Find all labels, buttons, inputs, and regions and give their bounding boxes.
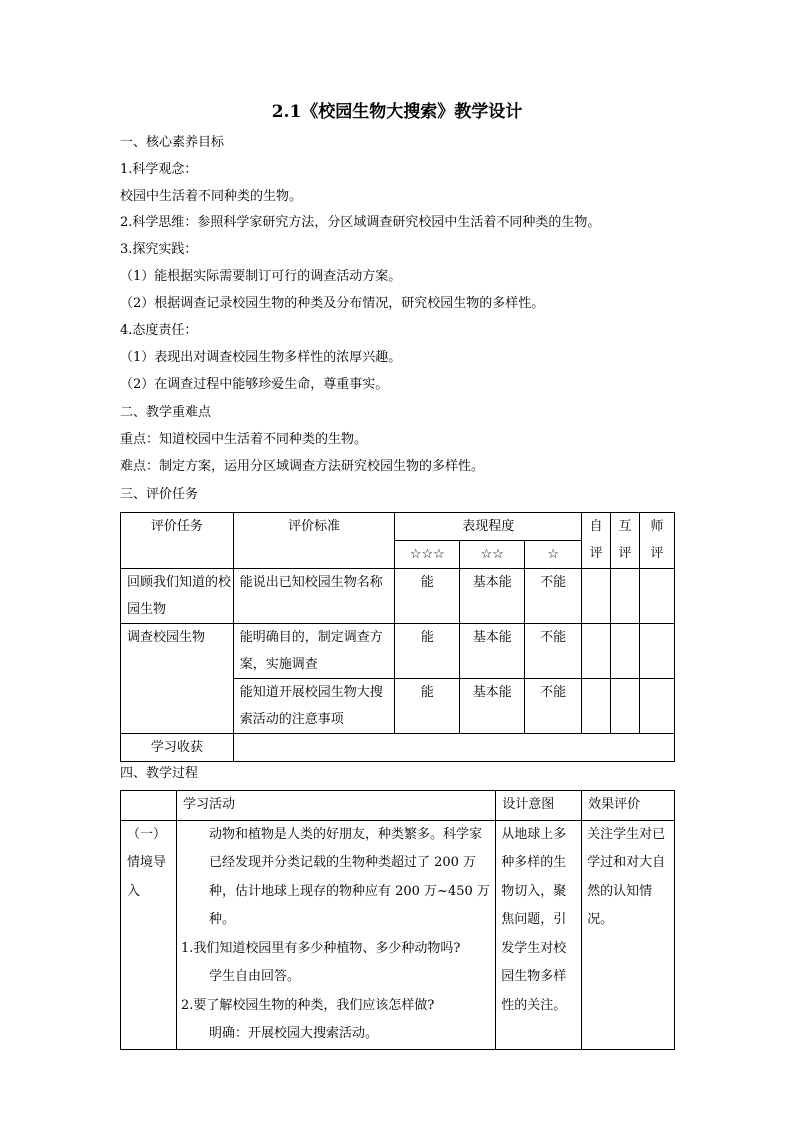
row1-can: 能: [395, 569, 460, 624]
section-heading-objectives: 一、核心素养目标: [120, 135, 225, 150]
row1-basic: 基本能: [460, 569, 525, 624]
row3-teacher: [640, 679, 675, 734]
stars-1: ☆: [525, 541, 582, 569]
table-header-row: [121, 791, 675, 821]
section-heading-process: 四、教学过程: [120, 766, 199, 781]
row2-teacher: [640, 624, 675, 679]
row2-cannot: 不能: [525, 624, 582, 679]
row3-can: 能: [395, 679, 460, 734]
header-stage: [121, 791, 177, 821]
difficult-point-text: 难点：制定方案，运用分区域调查方法研究校园生物的多样性。: [120, 459, 485, 474]
row2-basic: 基本能: [460, 624, 525, 679]
header-level: 表现程度: [395, 513, 582, 541]
header-intent: 设计意图: [496, 791, 582, 821]
learning-gain-label: 学习收获: [121, 734, 234, 762]
process-table: [120, 790, 675, 1050]
activity-cell: [176, 820, 495, 1049]
table-row: [121, 820, 675, 1049]
objective-inquiry-item-2: （2）根据调查记录校园生物的种类及分布情况，研究校园生物的多样性。: [120, 296, 545, 311]
row2-self: [582, 624, 611, 679]
table-row: [121, 569, 675, 624]
objective-science-concept-text: 校园中生活着不同种类的生物。: [120, 189, 303, 204]
evaluation-table: [120, 512, 675, 762]
header-effect-eval: 效果评价: [582, 791, 675, 821]
row1-peer: [611, 569, 640, 624]
row2-peer: [611, 624, 640, 679]
row1-cannot: 不能: [525, 569, 582, 624]
row1-task: 回顾我们知道的校园生物: [121, 569, 234, 624]
row3-standard: 能知道开展校园生物大搜索活动的注意事项: [233, 679, 395, 734]
objective-inquiry-item-1: （1）能根据实际需要制订可行的调查活动方案。: [120, 269, 402, 284]
table-row: [121, 734, 675, 762]
section-heading-evaluation: 三、评价任务: [120, 487, 199, 502]
objective-attitude: 4.态度责任：: [120, 323, 198, 338]
stage-label: （一）情境导入: [121, 820, 177, 1049]
section-heading-key-points: 二、教学重难点: [120, 405, 212, 420]
objective-science-thinking: 2.科学思维：参照科学家研究方法，分区域调查研究校园中生活着不同种类的生物。: [120, 215, 601, 230]
objective-science-concept: 1.科学观念：: [120, 162, 198, 177]
activity-intro-paragraph: 动物和植物是人类的好朋友，种类繁多。科学家已经发现并分类记载的生物种类超过了 200 万种，估计地球上现存的物种应有 200 万~450 万种。: [208, 826, 490, 927]
activity-question-1: 1.我们知道校园里有多少种植物、多少种动物吗?: [180, 940, 461, 956]
header-teacher-eval: 师 评: [640, 513, 675, 569]
header-task: 评价任务: [121, 513, 234, 569]
row3-self: [582, 679, 611, 734]
header-standard: 评价标准: [233, 513, 395, 569]
activity-question-2: 2.要了解校园生物的种类，我们应该怎样做?: [180, 997, 435, 1013]
design-intent-cell: 从地球上多种多样的生物切入，聚焦问题，引发学生对校园生物多样性的关注。: [496, 820, 582, 1049]
activity-answer-2: 明确：开展校园大搜索活动。: [208, 1026, 378, 1041]
stars-2: ☆☆: [460, 541, 525, 569]
activity-answer-1: 学生自由回答。: [208, 969, 300, 984]
header-self-eval: 自 评: [582, 513, 611, 569]
header-peer-eval: 互 评: [611, 513, 640, 569]
objective-attitude-item-2: （2）在调查过程中能够珍爱生命，尊重事实。: [120, 377, 389, 392]
row2-task: 调查校园生物: [121, 624, 234, 734]
effect-eval-cell: 关注学生对已学过和对大自然的认知情况。: [582, 820, 675, 1049]
row1-self: [582, 569, 611, 624]
row1-teacher: [640, 569, 675, 624]
objective-attitude-item-1: （1）表现出对调查校园生物多样性的浓厚兴趣。: [120, 350, 402, 365]
objective-inquiry-practice: 3.探究实践：: [120, 242, 198, 257]
row2-can: 能: [395, 624, 460, 679]
row3-peer: [611, 679, 640, 734]
learning-gain-value: [233, 734, 674, 762]
stars-3: ☆☆☆: [395, 541, 460, 569]
key-point-text: 重点：知道校园中生活着不同种类的生物。: [120, 432, 368, 447]
row3-basic: 基本能: [460, 679, 525, 734]
header-activity: 学习活动: [176, 791, 495, 821]
row1-standard: 能说出已知校园生物名称: [233, 569, 395, 624]
row2-standard: 能明确目的，制定调查方案，实施调查: [233, 624, 395, 679]
table-row: [121, 624, 675, 679]
table-header-row: [121, 513, 675, 541]
row3-cannot: 不能: [525, 679, 582, 734]
document-title: 2.1《校园生物大搜索》教学设计: [271, 102, 523, 122]
